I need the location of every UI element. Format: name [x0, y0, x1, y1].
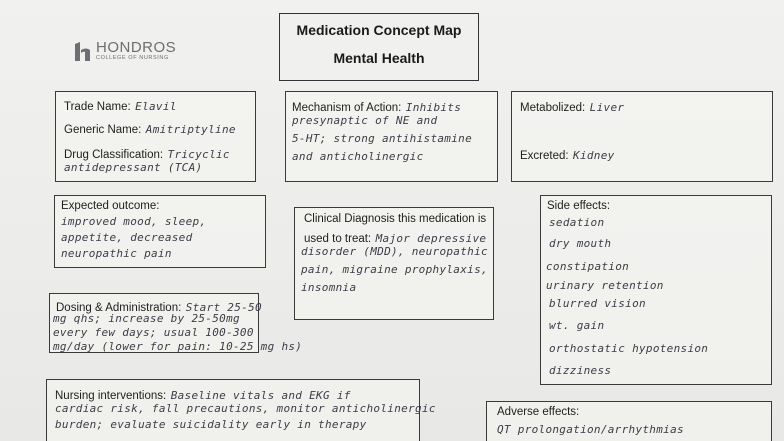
drug-class-value-1: Tricyclic	[167, 148, 230, 161]
diagnosis-line-1: Major depressive	[375, 232, 487, 245]
drug-info-box	[55, 91, 256, 182]
dosing-box	[49, 293, 303, 353]
side-effect-item: wt. gain	[549, 319, 605, 332]
expected-outcome-box	[54, 195, 266, 268]
side-effect-item: urinary retention	[546, 279, 664, 292]
side-effect-item: blurred vision	[549, 297, 646, 310]
mechanism-label: Mechanism of Action:	[292, 102, 402, 114]
side-effect-item: constipation	[546, 260, 630, 273]
diagnosis-line-3: pain, migraine prophylaxis,	[301, 263, 488, 276]
excreted-label: Excreted:	[520, 150, 569, 162]
metabolism-box	[511, 91, 773, 182]
mechanism-line-3: 5-HT; strong antihistamine	[292, 132, 472, 145]
diagnosis-label-2: used to treat:	[304, 233, 372, 245]
expected-outcome-line-3: neuropathic pain	[61, 247, 172, 260]
generic-name-value: Amitriptyline	[145, 123, 236, 136]
diagnosis-box	[294, 207, 494, 320]
diagnosis-label-1: Clinical Diagnosis this medication is	[304, 213, 487, 225]
adverse-effects-box	[486, 401, 772, 441]
metabolized-label: Metabolized:	[520, 102, 586, 114]
side-effect-item: dizziness	[549, 364, 612, 377]
expected-outcome-line-2: appetite, decreased	[61, 231, 193, 244]
diagnosis-line-2: disorder (MDD), neuropathic	[301, 245, 488, 258]
side-effects-label: Side effects:	[547, 200, 611, 212]
adverse-effects-label: Adverse effects:	[497, 406, 580, 418]
hondros-logo	[73, 40, 176, 62]
page-subtitle: Mental Health	[333, 50, 425, 66]
dosing-line-1: Start 25-50	[185, 301, 262, 314]
dosing-line-3: every few days; usual 100-300	[53, 326, 254, 339]
excreted-value: Kidney	[573, 149, 615, 162]
logo-subtitle: COLLEGE OF NURSING	[96, 55, 169, 61]
nursing-line-1: Baseline vitals and EKG if	[170, 389, 351, 402]
expected-outcome-label: Expected outcome:	[61, 200, 160, 212]
dosing-label: Dosing & Administration:	[56, 302, 182, 314]
diagnosis-line-4: insomnia	[301, 281, 357, 294]
side-effect-item: orthostatic hypotension	[549, 342, 709, 355]
side-effect-item: dry mouth	[549, 237, 612, 250]
side-effect-item: sedation	[549, 216, 605, 229]
mechanism-line-1: Inhibits	[405, 101, 462, 114]
logo-mark-icon	[73, 40, 93, 62]
mechanism-line-4: and anticholinergic	[292, 150, 424, 163]
generic-name-label: Generic Name:	[64, 124, 142, 136]
metabolized-value: Liver	[589, 101, 625, 114]
title-box	[279, 13, 479, 81]
adverse-effects-line-1: QT prolongation/arrhythmias	[497, 423, 684, 436]
nursing-label: Nursing interventions:	[55, 390, 167, 402]
side-effects-box	[540, 195, 772, 385]
drug-class-label: Drug Classification:	[64, 149, 164, 161]
nursing-box	[46, 379, 436, 441]
mechanism-box	[285, 91, 498, 182]
nursing-line-2: cardiac risk, fall precautions, monitor anticholinergic	[55, 402, 436, 415]
trade-name-label: Trade Name:	[64, 101, 131, 113]
mechanism-line-2: presynaptic of NE and	[292, 114, 438, 127]
dosing-line-2: mg qhs; increase by 25-50mg	[53, 312, 240, 325]
trade-name-value: Elavil	[135, 100, 177, 113]
expected-outcome-line-1: improved mood, sleep,	[61, 215, 207, 228]
nursing-line-3: burden; evaluate suicidality early in therapy	[55, 418, 367, 431]
dosing-line-4: mg/day (lower for pain: 10-25 mg hs)	[53, 340, 303, 353]
drug-class-value-2: antidepressant (TCA)	[64, 161, 203, 174]
logo-name: HONDROS	[96, 39, 177, 56]
page-title: Medication Concept Map	[296, 22, 462, 38]
